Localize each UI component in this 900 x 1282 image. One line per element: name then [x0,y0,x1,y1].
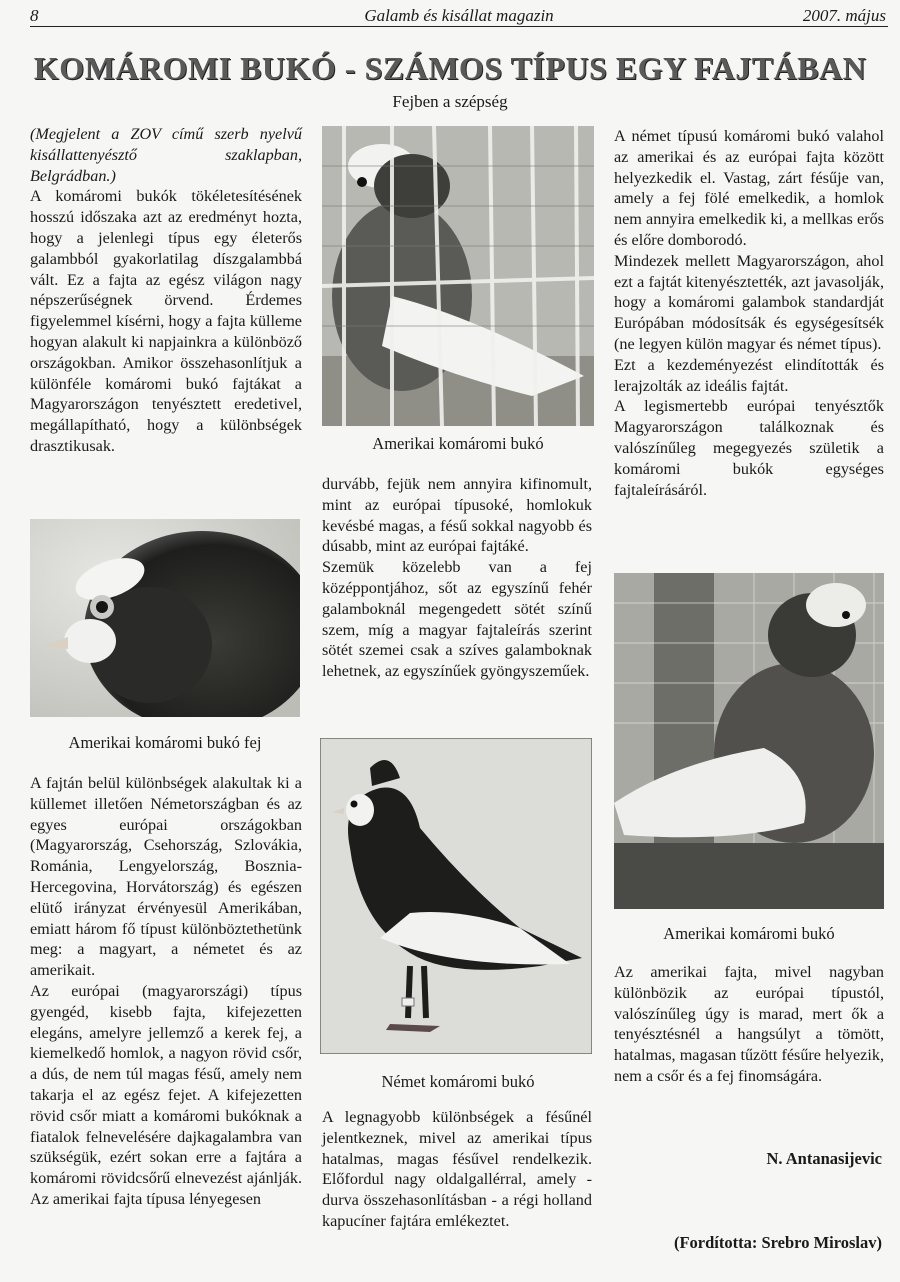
photo-american-head [30,519,300,717]
photo-german [320,738,592,1054]
author-signature: N. Antanasijevic [766,1149,882,1168]
article-paragraph: Szemük közelebb van a fej középpontjához, sőt az egyszínű fehér galamboknál megengedett sötét színű szem, míg a magyar fajtaleírás szerint sötét szemei csak a szíves galamboknak lehetnek, az egyszínűek gyöngyszeműek. [322,558,592,681]
german-pigeon-image [320,738,592,1054]
perched-pigeon-image [614,573,884,909]
photo-american-caged [322,126,594,426]
photo-caption: Amerikai komáromi bukó fej [68,733,262,752]
article-title: KOMÁROMI BUKÓ - SZÁMOS TÍPUS EGY FAJTÁBAN [33,50,867,86]
article-paragraph: A német típusú komáromi bukó valahol az amerikai és az európai fajta között helyezkedik el. Vastag, zárt fésűje van, amely a fej fölé emelkedik, a homlok nem annyira emelkedik ki, a mellkas erős és előre domborodó. [614,127,884,249]
article-paragraph: Mindezek mellett Magyarországon, ahol ezt a fajtát kitenyésztették, azt javasolják, hogy a komáromi galambok standardját Európában módosítsák és egységesítsék (ne legyen külön magyar és német típus). [614,251,884,353]
article-paragraph: durvább, fejük nem annyira kifinomult, mint az európai típusoké, homlokuk kevésbé magas, a fésű sokkal nagyobb és dúsabb, mint az európai fajtáké. [322,475,592,556]
article-paragraph: A legismertebb európai tenyésztők Magyarországon találkoznak és valószínűleg megegyezés születik a komáromi bukók egységes fajtaleírásáról. [614,397,884,499]
article-paragraph: Ezt a kezdeményezést elindították és lerajzolták az ideális fajtát. [614,355,884,395]
article-paragraph: A komáromi bukók tökéletesítésének hosszú időszaka azt az eredményt hozta, hogy a jelenlegi típus egy életerős galambból gyakorlatilag díszgalambbá vált. Ez a fajta az egész világon nagy népszerűségnek örvend. Érdemes figyelemmel kísérni, hogy a fajta külleme hogyan alakult ki napjainkra a különböző országokban. Amikor összehasonlítjuk a különféle komáromi bukó fajtákat a Magyarországon tenyésztett eredetivel, megállapítható, hogy a különbségek drasztikusak. [30,187,302,455]
photo-american-perch [614,573,884,909]
article-paragraph: Az amerikai fajta, mivel nagyban különbözik az európai típustól, valószínűleg úgy is marad, mert ők a tenyésztésnél a hangsúlyt a tömött, hatalmas, magasan tűzött fésűre helyezik, nem a csőr és a fej finomságára. [614,963,884,1085]
issue-date: 2007. május [802,6,886,25]
article-paragraph: Az európai (magyarországi) típus gyengéd, kisebb fajta, kifejezetten elegáns, amelyre jellemző a kerek fej, a kiemelkedő homlok, a nagyon rövid csőr, a dús, de nem túl magas fésű, amely nem takarja el az egész fejet. A kifejezetten rövid csőr miatt a komáromi bukóknak a fiatalok felnevelésére dajkagalambra van szükségük, ezért sokan erre a fajtára a komáromi rövidcsőrű elnevezést ajánlják. Az amerikai fajta típusa lényegesen [30,981,302,1208]
page-number: 8 [30,6,39,25]
caged-pigeon-image [322,126,594,426]
photo-caption: Amerikai komáromi bukó [663,924,835,943]
column-1-bottom [30,773,302,1210]
running-header [30,4,888,27]
magazine-title: Galamb és kisállat magazin [364,6,554,25]
article-source-note: (Megjelent a ZOV című szerb nyelvű kisállattenyésztő szaklapban, Belgrádban.) [30,125,302,185]
column-3-bottom [614,962,884,1087]
photo-caption: Német komáromi bukó [381,1072,535,1091]
translator-credit: (Fordította: Srebro Miroslav) [673,1233,882,1252]
column-2-middle [322,474,592,682]
column-1-top [30,124,302,457]
photo-caption: Amerikai komáromi bukó [372,434,544,453]
column-2-bottom [322,1107,592,1232]
article-subtitle: Fejben a szépség [392,92,508,111]
column-3-top [614,126,884,500]
pigeon-head-image [30,519,300,717]
article-paragraph: A fajtán belül különbségek alakultak ki a küllemet illetően Németországban és az egyes európai országokban (Magyarország, Csehország, Szlovákia, Románia, Lengyelország, Bosznia-Hercegovina, Horvátország) és egészen elütő irányzat érvényesül Amerikában, emiatt három fő típust különböztethetünk meg: a magyart, a németet és az amerikait. [30,774,302,980]
article-paragraph: A legnagyobb különbségek a fésűnél jelentkeznek, mivel az amerikai típus hatalmas, magas fésűvel rendelkezik. Előfordul nagy oldalgallérral, amely - durva összehasonlításban - a régi holland kapucíner fajtára emlékeztet. [322,1108,592,1230]
